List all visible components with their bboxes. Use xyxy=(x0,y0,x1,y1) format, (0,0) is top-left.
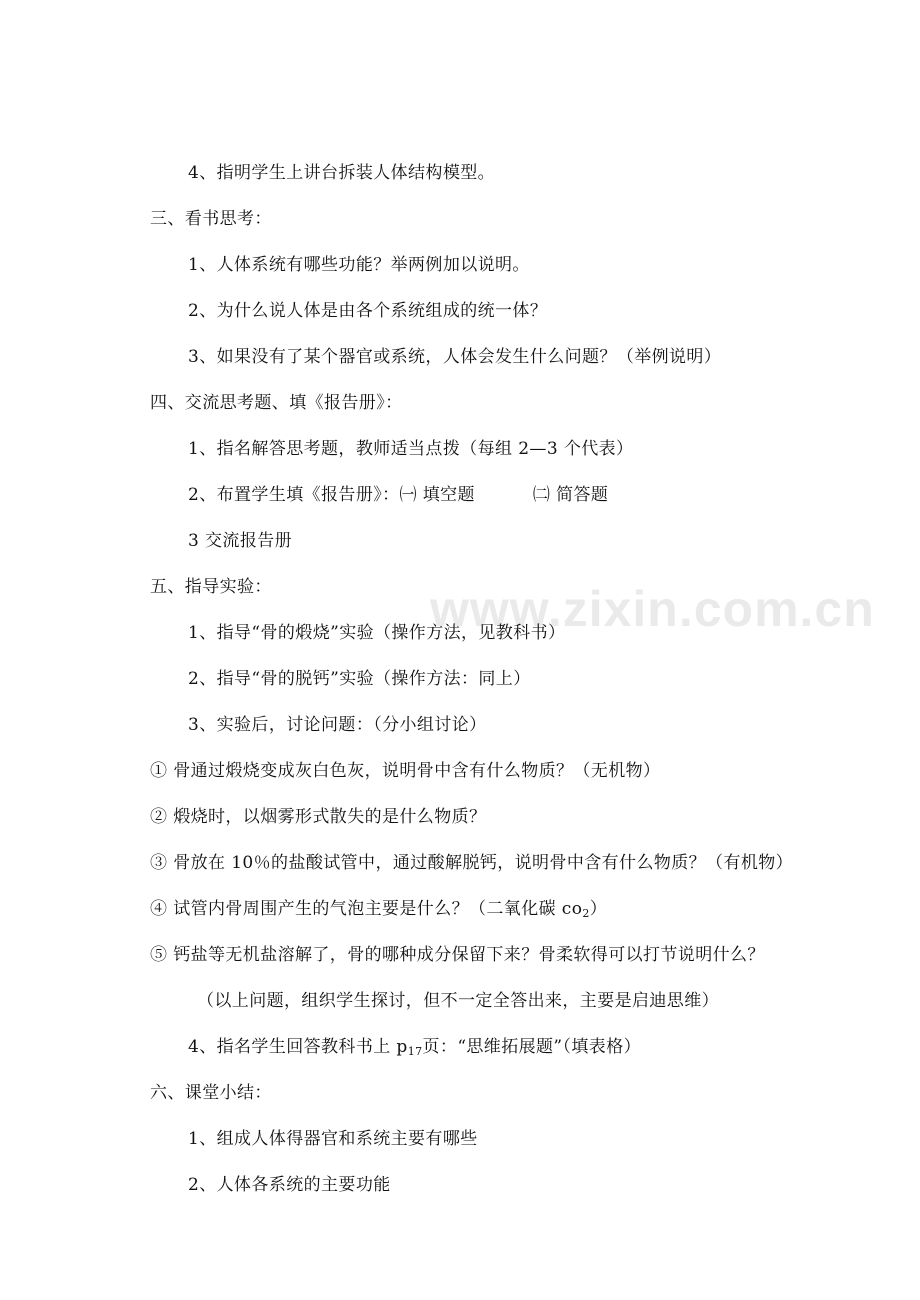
experiment-1: 1、指导“骨的煅烧”实验（操作方法，见教科书） xyxy=(188,623,566,643)
discussion-4 xyxy=(150,898,607,925)
discussion-5: ⑤ 钙盐等无机盐溶解了，骨的哪种成分保留下来？骨柔软得可以打节说明什么？ xyxy=(150,945,765,965)
experiment-4 xyxy=(188,1036,641,1063)
section-heading-4: 四、交流思考题、填《报告册》： xyxy=(150,393,403,413)
exchange-1: 1、指名解答思考题，教师适当点拨（每组 2—3 个代表） xyxy=(188,439,634,459)
exchange-3: 3 交流报告册 xyxy=(188,531,293,551)
summary-2: 2、人体各系统的主要功能 xyxy=(188,1175,391,1195)
watermark: www.zixin.com.cn xyxy=(430,581,875,637)
summary-1: 1、组成人体得器官和系统主要有哪些 xyxy=(188,1129,478,1149)
section-heading-3: 三、看书思考： xyxy=(150,209,272,229)
discussion-1: ① 骨通过煅烧变成灰白色灰，说明骨中含有什么物质？（无机物） xyxy=(150,761,661,781)
section-heading-6: 六、课堂小结： xyxy=(150,1083,272,1103)
step-4-model: 4、指明学生上讲台拆装人体结构模型。 xyxy=(188,163,496,183)
discussion-3: ③ 骨放在 10％的盐酸试管中，通过酸解脱钙，说明骨中含有什么物质？（有机物） xyxy=(150,853,794,873)
experiment-4-part-a: 4、指名学生回答教科书上 p xyxy=(188,1037,408,1057)
exchange-2-part-b: ㈡ 简答题 xyxy=(532,485,609,505)
question-2: 2、为什么说人体是由各个系统组成的统一体？ xyxy=(188,301,548,321)
section-heading-5: 五、指导实验： xyxy=(150,577,272,597)
page-subscript: 17 xyxy=(407,1045,423,1058)
exchange-2 xyxy=(188,484,608,506)
exchange-2-part-a: 2、布置学生填《报告册》：㈠ 填空题 xyxy=(188,485,475,505)
subscript-2: 2 xyxy=(582,907,590,920)
discussion-4-main: ④ 试管内骨周围产生的气泡主要是什么？（二氧化碳 co xyxy=(150,899,583,919)
question-3: 3、如果没有了某个器官或系统，人体会发生什么问题？（举例说明） xyxy=(188,347,722,367)
experiment-4-part-b: 页：“思维拓展题”（填表格） xyxy=(422,1037,641,1057)
question-1: 1、人体系统有哪些功能？举两例加以说明。 xyxy=(188,255,530,275)
experiment-3: 3、实验后，讨论问题：（分小组讨论） xyxy=(188,715,487,735)
experiment-2: 2、指导“骨的脱钙”实验（操作方法：同上） xyxy=(188,669,531,689)
discussion-note: （以上问题，组织学生探讨，但不一定全答出来，主要是启迪思维） xyxy=(197,991,719,1011)
discussion-4-end: ） xyxy=(589,899,608,919)
discussion-2: ② 煅烧时，以烟雾形式散失的是什么物质？ xyxy=(150,807,487,827)
